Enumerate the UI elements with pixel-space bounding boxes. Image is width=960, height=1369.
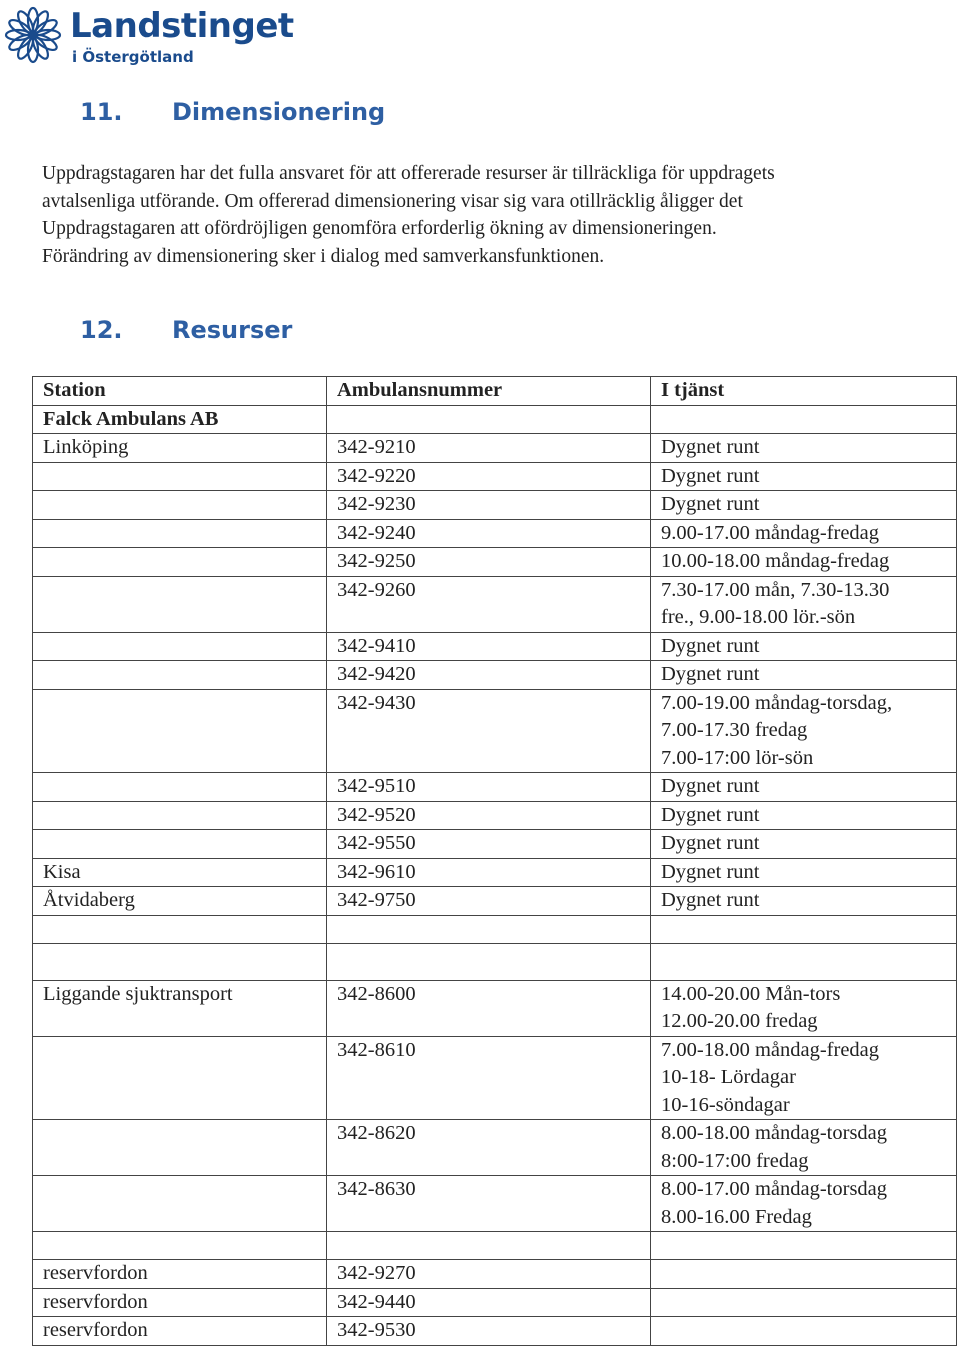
paragraph-line: Uppdragstagaren har det fulla ansvaret för att offererade resurser är tillräckliga för uppdragets <box>42 163 775 184</box>
station-cell <box>33 462 327 491</box>
group-row <box>33 405 957 434</box>
table-header-row <box>33 377 957 406</box>
service-line: Dygnet runt <box>661 860 760 883</box>
service-line: 9.00-17.00 måndag-fredag <box>661 521 880 544</box>
ambulance-number-cell: 342-9270 <box>327 1260 651 1289</box>
service-line: Dygnet runt <box>661 634 760 657</box>
service-line: 8:00-17:00 fredag <box>661 1149 809 1172</box>
station-cell <box>33 661 327 690</box>
empty-cell <box>33 1232 327 1260</box>
service-line: Dygnet runt <box>661 464 760 487</box>
service-line: Dygnet runt <box>661 663 760 685</box>
header-ambulance-number: Ambulansnummer <box>327 377 651 406</box>
section-title: Resurser <box>172 316 293 344</box>
table-row <box>33 576 957 632</box>
service-line: 7.30-17.00 mån, 7.30-13.30 <box>661 578 890 601</box>
header-in-service: I tjänst <box>651 377 957 406</box>
service-line: 7.00-19.00 måndag-torsdag, <box>661 691 893 714</box>
station-cell: Åtvidaberg <box>33 887 327 916</box>
station-cell <box>33 491 327 520</box>
ambulance-number-cell: 342-9240 <box>327 519 651 548</box>
empty-cell <box>651 405 957 434</box>
ambulance-number-cell: 342-8610 <box>327 1036 651 1120</box>
ambulance-number-cell: 342-9440 <box>327 1288 651 1317</box>
table-row <box>33 462 957 491</box>
empty-row <box>33 915 957 943</box>
ambulance-number-cell: 342-9550 <box>327 830 651 859</box>
empty-cell <box>327 943 651 980</box>
table-row <box>33 801 957 830</box>
station-cell: Linköping <box>33 434 327 463</box>
service-line: Dygnet runt <box>661 436 760 458</box>
ambulance-number-cell: 342-9510 <box>327 773 651 802</box>
service-cell <box>651 519 957 548</box>
table-row <box>33 1036 957 1120</box>
service-line: Dygnet runt <box>661 803 760 826</box>
station-cell <box>33 519 327 548</box>
service-line: 7.00-18.00 måndag-fredag <box>661 1038 880 1061</box>
service-cell <box>651 801 957 830</box>
empty-cell <box>327 1232 651 1260</box>
service-cell <box>651 887 957 916</box>
ambulance-number-cell: 342-9750 <box>327 887 651 916</box>
service-line: Dygnet runt <box>661 775 760 797</box>
table-row <box>33 858 957 887</box>
paragraph-line: Uppdragstagaren att ofördröjligen genomföra erforderlig ökning av dimensioneringen. <box>42 218 717 239</box>
table-row <box>33 689 957 773</box>
station-cell: reservfordon <box>33 1260 327 1289</box>
header-station: Station <box>33 377 327 406</box>
service-cell <box>651 548 957 577</box>
section-title: Dimensionering <box>172 98 386 126</box>
ambulance-number-cell: 342-9250 <box>327 548 651 577</box>
ambulance-number-cell: 342-8600 <box>327 980 651 1036</box>
table-row <box>33 980 957 1036</box>
station-cell: reservfordon <box>33 1288 327 1317</box>
ambulance-number-cell: 342-9210 <box>327 434 651 463</box>
service-cell <box>651 1317 957 1346</box>
service-cell <box>651 491 957 520</box>
table-row <box>33 830 957 859</box>
station-cell <box>33 801 327 830</box>
paragraph-line: avtalsenliga utförande. Om offererad dimensionering visar sig vara otillräcklig åligger det <box>42 190 743 212</box>
service-cell <box>651 830 957 859</box>
service-line: Dygnet runt <box>661 493 760 515</box>
service-line: fre., 9.00-18.00 lör.-sön <box>661 606 856 628</box>
service-cell <box>651 576 957 632</box>
service-line: 8.00-17.00 måndag-torsdag <box>661 1178 888 1200</box>
station-cell: reservfordon <box>33 1317 327 1346</box>
logo-name: Landstinget <box>70 6 294 46</box>
table-row <box>33 661 957 690</box>
ambulance-number-cell: 342-9530 <box>327 1317 651 1346</box>
service-line: 12.00-20.00 fredag <box>661 1010 818 1032</box>
table-row <box>33 1288 957 1317</box>
station-cell <box>33 1036 327 1120</box>
ambulance-number-cell: 342-9260 <box>327 576 651 632</box>
service-line: 7.00-17:00 lör-sön <box>661 746 814 769</box>
ambulance-number-cell: 342-9420 <box>327 661 651 690</box>
table-row <box>33 491 957 520</box>
service-line: Dygnet runt <box>661 889 760 911</box>
table-row <box>33 773 957 802</box>
section-number: 12. <box>80 316 123 344</box>
empty-cell <box>33 943 327 980</box>
service-cell <box>651 1288 957 1317</box>
service-cell <box>651 462 957 491</box>
ambulance-number-cell: 342-9520 <box>327 801 651 830</box>
service-cell <box>651 689 957 773</box>
ambulance-number-cell: 342-8630 <box>327 1176 651 1232</box>
station-cell <box>33 576 327 632</box>
service-cell <box>651 773 957 802</box>
service-cell <box>651 434 957 463</box>
empty-cell <box>651 915 957 943</box>
service-line: 10-18- Lördagar <box>661 1066 796 1088</box>
table-row <box>33 519 957 548</box>
station-cell <box>33 689 327 773</box>
logo-flower-icon <box>2 4 64 66</box>
service-cell <box>651 980 957 1036</box>
paragraph-line: Förändring av dimensionering sker i dialog med samverkansfunktionen. <box>42 245 605 267</box>
empty-cell <box>651 943 957 980</box>
ambulance-number-cell: 342-8620 <box>327 1120 651 1176</box>
table-row <box>33 1260 957 1289</box>
section-number: 11. <box>80 98 123 126</box>
table-row <box>33 1317 957 1346</box>
empty-row <box>33 1232 957 1260</box>
table-row <box>33 887 957 916</box>
empty-cell <box>33 915 327 943</box>
service-line: 14.00-20.00 Mån-tors <box>661 982 841 1005</box>
table-row <box>33 1120 957 1176</box>
service-line: 10-16-söndagar <box>661 1093 790 1116</box>
section-11-paragraph <box>42 160 947 270</box>
service-line: 10.00-18.00 måndag-fredag <box>661 550 890 572</box>
service-cell <box>651 1120 957 1176</box>
table-row <box>33 632 957 661</box>
service-cell <box>651 1260 957 1289</box>
service-line: Dygnet runt <box>661 832 760 854</box>
group-label: Falck Ambulans AB <box>33 405 327 434</box>
table-row <box>33 1176 957 1232</box>
ambulance-number-cell: 342-9410 <box>327 632 651 661</box>
table-row <box>33 434 957 463</box>
resources-table <box>32 376 957 1346</box>
ambulance-number-cell: 342-9430 <box>327 689 651 773</box>
empty-cell <box>327 915 651 943</box>
table-row <box>33 548 957 577</box>
landstinget-logo <box>2 2 294 72</box>
ambulance-number-cell: 342-9230 <box>327 491 651 520</box>
service-cell <box>651 858 957 887</box>
service-line: 7.00-17.30 fredag <box>661 719 808 741</box>
section-11-heading <box>80 98 385 126</box>
empty-row <box>33 943 957 980</box>
service-line: 8.00-18.00 måndag-torsdag <box>661 1122 888 1144</box>
service-cell <box>651 1176 957 1232</box>
station-cell <box>33 632 327 661</box>
ambulance-number-cell: 342-9220 <box>327 462 651 491</box>
station-cell: Kisa <box>33 858 327 887</box>
logo-subtitle: i Östergötland <box>72 48 194 66</box>
empty-cell <box>327 405 651 434</box>
service-cell <box>651 661 957 690</box>
station-cell <box>33 773 327 802</box>
station-cell <box>33 1120 327 1176</box>
station-cell <box>33 830 327 859</box>
service-line: 8.00-16.00 Fredag <box>661 1205 812 1228</box>
station-cell <box>33 1176 327 1232</box>
empty-cell <box>651 1232 957 1260</box>
station-cell: Liggande sjuktransport <box>33 980 327 1036</box>
station-cell <box>33 548 327 577</box>
section-12-heading <box>80 316 292 344</box>
service-cell <box>651 1036 957 1120</box>
ambulance-number-cell: 342-9610 <box>327 858 651 887</box>
service-cell <box>651 632 957 661</box>
